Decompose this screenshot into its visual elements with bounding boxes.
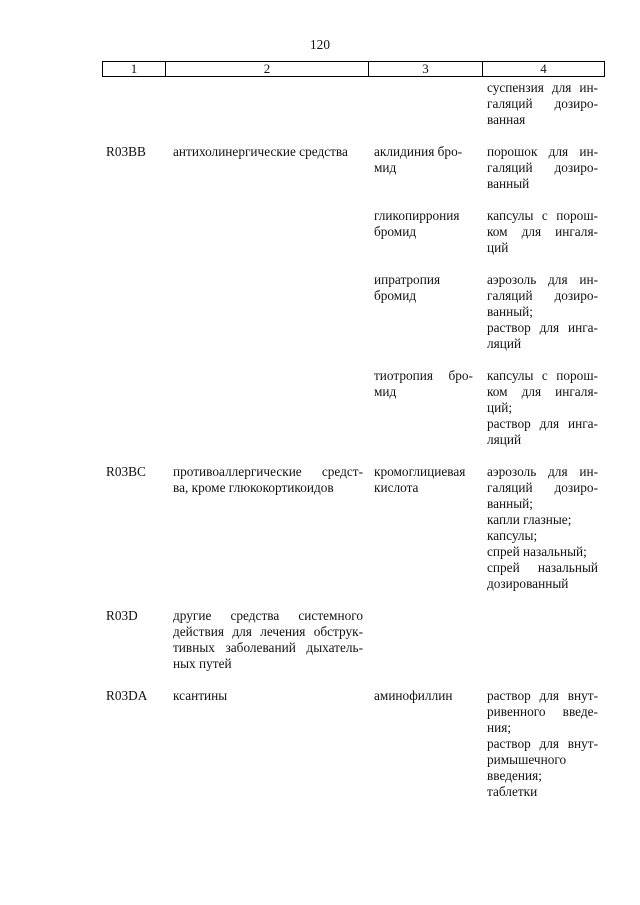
- dosage-forms-line: ривенного введе-: [487, 704, 598, 719]
- drug-name: [374, 688, 473, 704]
- atc-group: [173, 608, 363, 672]
- atc-group-line: другие средства системного: [173, 608, 363, 623]
- atc-group-line: антихолинергические средства: [173, 144, 348, 159]
- page-number: 120: [310, 37, 330, 52]
- dosage-forms: [487, 144, 598, 192]
- drug-name-line: ипратропия: [374, 272, 441, 287]
- dosage-forms-line: ванный;: [487, 496, 533, 511]
- drug-name-line: аминофиллин: [374, 688, 453, 703]
- drug-name-line: бромид: [374, 224, 417, 239]
- dosage-forms-line: раствор для внут-: [487, 688, 598, 703]
- dosage-forms-line: ций: [487, 240, 509, 255]
- drug-name: [374, 272, 473, 304]
- dosage-forms-line: капсулы с порош-: [487, 368, 598, 383]
- header-col-1: 1: [103, 62, 166, 77]
- drug-name-line: мид: [374, 384, 397, 399]
- dosage-forms-line: галяций дозиро-: [487, 288, 598, 303]
- dosage-forms-line: ванный;: [487, 304, 533, 319]
- dosage-forms-line: раствор для инга-: [487, 416, 598, 431]
- drug-name-line: кромоглициевая: [374, 464, 466, 479]
- drug-name-line: бромид: [374, 288, 417, 303]
- dosage-forms-line: спрей назальный;: [487, 544, 587, 559]
- drug-name: [374, 208, 473, 240]
- dosage-forms: [487, 464, 598, 592]
- atc-code-text: R03BB: [106, 144, 146, 159]
- dosage-forms-line: раствор для внут-: [487, 736, 598, 751]
- drug-name-line: тиотропия бро-: [374, 368, 473, 383]
- header-col-3: 3: [369, 62, 483, 77]
- dosage-forms: [487, 208, 598, 256]
- dosage-forms-line: ком для ингаля-: [487, 224, 598, 239]
- dosage-forms: [487, 368, 598, 448]
- atc-code: [106, 608, 162, 624]
- dosage-forms-line: галяций дозиро-: [487, 160, 598, 175]
- atc-group-line: ва, кроме глюкокортикоидов: [173, 480, 334, 495]
- dosage-forms-line: римышечного: [487, 752, 567, 767]
- atc-group: [173, 688, 363, 704]
- drug-name-line: гликопиррония: [374, 208, 460, 223]
- dosage-forms-line: ляций: [487, 336, 522, 351]
- dosage-forms-line: дозированный: [487, 576, 569, 591]
- atc-group-line: противоаллергические средст-: [173, 464, 363, 479]
- atc-code: [106, 144, 162, 160]
- header-row: [103, 62, 605, 77]
- column-number-header: [102, 61, 605, 77]
- dosage-forms-line: ния;: [487, 720, 512, 735]
- atc-group: [173, 464, 363, 496]
- drug-name-line: аклидиния бро-: [374, 144, 463, 159]
- atc-code-text: R03DA: [106, 688, 148, 703]
- dosage-forms: [487, 688, 598, 800]
- dosage-forms-line: капсулы;: [487, 528, 538, 543]
- dosage-forms: [487, 272, 598, 352]
- dosage-forms-line: ком для ингаля-: [487, 384, 598, 399]
- drug-name: [374, 144, 473, 176]
- header-col-2: 2: [166, 62, 369, 77]
- dosage-forms: [487, 80, 598, 128]
- dosage-forms-line: галяций дозиро-: [487, 96, 598, 111]
- atc-group-line: ксантины: [173, 688, 228, 703]
- dosage-forms-line: порошок для ин-: [487, 144, 598, 159]
- dosage-forms-line: галяций дозиро-: [487, 480, 598, 495]
- atc-group-line: тивных заболеваний дыхатель-: [173, 640, 363, 655]
- atc-group-line: ных путей: [173, 656, 232, 671]
- drug-name-line: кислота: [374, 480, 419, 495]
- atc-code-text: R03D: [106, 608, 138, 623]
- dosage-forms-line: спрей назальный: [487, 560, 598, 575]
- atc-code: [106, 464, 162, 480]
- dosage-forms-line: ванный: [487, 176, 530, 191]
- dosage-forms-line: раствор для инга-: [487, 320, 598, 335]
- drug-name: [374, 368, 473, 400]
- dosage-forms-line: аэрозоль для ин-: [487, 272, 598, 287]
- atc-code-text: R03BC: [106, 464, 146, 479]
- drug-name-line: мид: [374, 160, 397, 175]
- dosage-forms-line: ляций: [487, 432, 522, 447]
- dosage-forms-line: капсулы с порош-: [487, 208, 598, 223]
- header-col-4: 4: [483, 62, 605, 77]
- dosage-forms-line: таблетки: [487, 784, 538, 799]
- atc-group: [173, 144, 363, 160]
- atc-code: [106, 688, 162, 704]
- dosage-forms-line: суспензия для ин-: [487, 80, 598, 95]
- drug-name: [374, 464, 473, 496]
- dosage-forms-line: капли глазные;: [487, 512, 572, 527]
- dosage-forms-line: ванная: [487, 112, 526, 127]
- atc-group-line: действия для лечения обструк-: [173, 624, 363, 639]
- dosage-forms-line: аэрозоль для ин-: [487, 464, 598, 479]
- dosage-forms-line: введения;: [487, 768, 542, 783]
- dosage-forms-line: ций;: [487, 400, 513, 415]
